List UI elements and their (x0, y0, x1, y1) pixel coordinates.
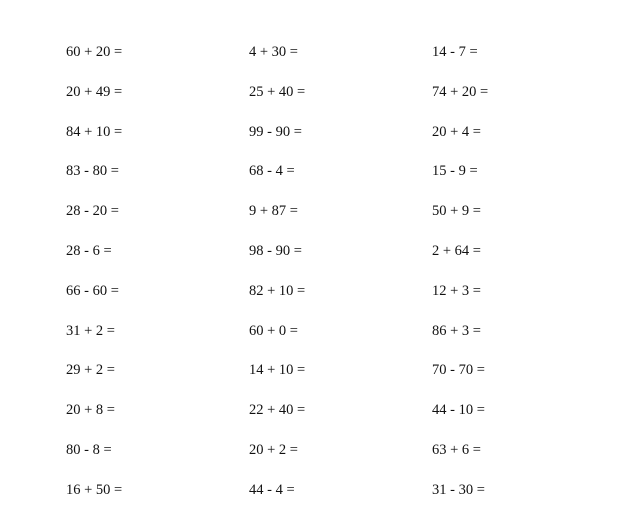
problem-item: 20 + 2 = (249, 441, 298, 458)
problem-item: 16 + 50 = (66, 481, 123, 498)
problem-item: 9 + 87 = (249, 203, 298, 220)
problem-item: 63 + 6 = (432, 441, 481, 458)
problem-item: 44 - 4 = (249, 481, 295, 498)
problem-item: 68 - 4 = (249, 163, 295, 180)
problem-item: 25 + 40 = (249, 83, 306, 100)
problem-item: 98 - 90 = (249, 242, 302, 259)
problem-column-2 (249, 43, 409, 521)
problem-item: 22 + 40 = (249, 402, 306, 419)
problem-item: 60 + 0 = (249, 322, 298, 339)
problem-item: 15 - 9 = (432, 163, 478, 180)
problem-item: 28 - 20 = (66, 203, 119, 220)
problem-item: 44 - 10 = (432, 402, 485, 419)
problem-item: 66 - 60 = (66, 282, 119, 299)
problem-item: 4 + 30 = (249, 44, 298, 60)
problem-item: 29 + 2 = (66, 362, 115, 379)
problem-item: 80 - 8 = (66, 441, 112, 458)
problem-item: 12 + 3 = (432, 282, 481, 299)
problem-item: 86 + 3 = (432, 322, 481, 339)
problem-item: 2 + 64 = (432, 242, 481, 259)
problem-item: 14 + 10 = (249, 362, 306, 379)
problem-item: 50 + 9 = (432, 203, 481, 220)
problem-item: 83 - 80 = (66, 163, 119, 180)
problem-item: 31 + 2 = (66, 322, 115, 339)
problem-item: 28 - 6 = (66, 242, 112, 259)
problem-item: 60 + 20 = (66, 44, 123, 60)
problem-item: 20 + 8 = (66, 402, 115, 419)
problem-item: 82 + 10 = (249, 282, 306, 299)
problem-column-1 (66, 43, 226, 521)
problem-item: 74 + 20 = (432, 83, 489, 100)
problem-column-3 (432, 43, 592, 521)
problem-item: 84 + 10 = (66, 123, 123, 140)
problem-item: 99 - 90 = (249, 123, 302, 140)
problem-item: 20 + 49 = (66, 83, 123, 100)
problem-item: 20 + 4 = (432, 123, 481, 140)
problem-item: 14 - 7 = (432, 44, 478, 60)
problem-item: 31 - 30 = (432, 481, 485, 498)
problem-item: 70 - 70 = (432, 362, 485, 379)
